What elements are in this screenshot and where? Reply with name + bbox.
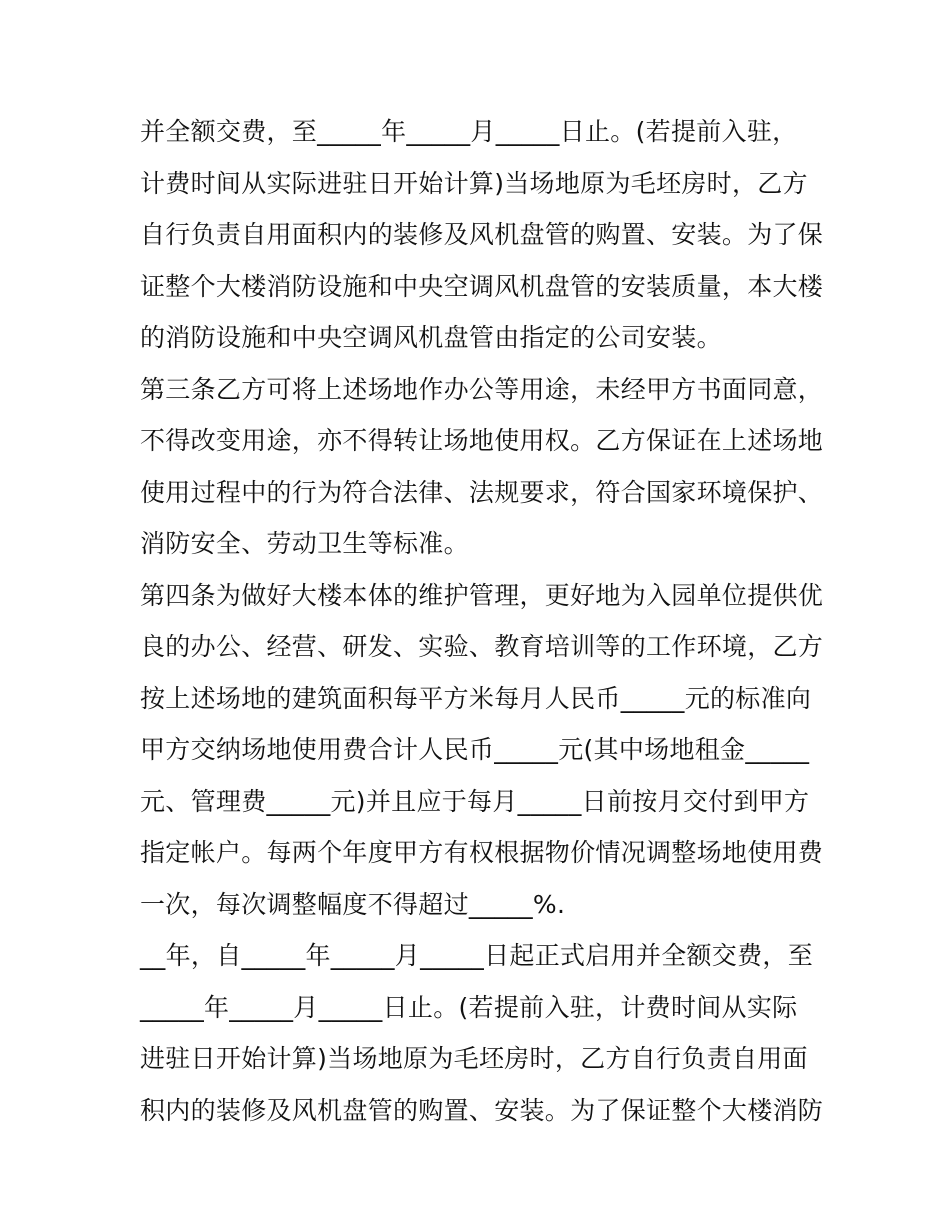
text-line: 良的办公、经营、研发、实验、教育培训等的工作环境，乙方 — [140, 632, 824, 661]
text-line: 证整个大楼消防设施和中央空调风机盘管的安装质量，本大楼 — [140, 271, 824, 301]
text-line: 进驻日开始计算)当场地原为毛坯房时，乙方自行负责自用面 — [140, 1044, 808, 1073]
text-line: 甲方交纳场地使用费合计人民币_____元(其中场地租金_____ — [140, 735, 810, 764]
text-line: 计费时间从实际进驻日开始计算)当场地原为毛坯房时，乙方 — [140, 168, 808, 198]
text-line: 第四条为做好大楼本体的维护管理，更好地为入园单位提供优 — [140, 580, 824, 610]
text-line: 自行负责自用面积内的装修及风机盘管的购置、安装。为了保 — [140, 220, 824, 249]
text-line: 并全额交费，至_____年_____月_____日止。(若提前入驻， — [140, 117, 798, 146]
text-line: 指定帐户。每两个年度甲方有权根据物价情况调整场地使用费 — [140, 838, 824, 867]
text-line: 消防安全、劳动卫生等标准。 — [140, 529, 469, 558]
text-line: 第三条乙方可将上述场地作办公等用途，未经甲方书面同意， — [140, 374, 824, 404]
text-line: 按上述场地的建筑面积每平方米每月人民币_____元的标准向 — [140, 683, 812, 713]
text-line: 不得改变用途，亦不得转让场地使用权。乙方保证在上述场地 — [140, 426, 824, 455]
text-line: 积内的装修及风机盘管的购置、安装。为了保证整个大楼消防 — [140, 1095, 824, 1125]
text-line: __年，自_____年_____月_____日起正式启用并全额交费，至 — [140, 941, 814, 970]
text-line: 一次，每次调整幅度不得超过_____%. — [140, 889, 566, 919]
text-line: 的消防设施和中央空调风机盘管由指定的公司安装。 — [140, 323, 722, 352]
contract-text-body — [140, 106, 830, 1136]
text-line: 使用过程中的行为符合法律、法规要求，符合国家环境保护、 — [140, 477, 824, 507]
text-line: 元、管理费_____元)并且应于每月_____日前按月交付到甲方 — [140, 786, 810, 816]
text-line: _____年_____月_____日止。(若提前入驻，计费时间从实际 — [140, 992, 798, 1022]
